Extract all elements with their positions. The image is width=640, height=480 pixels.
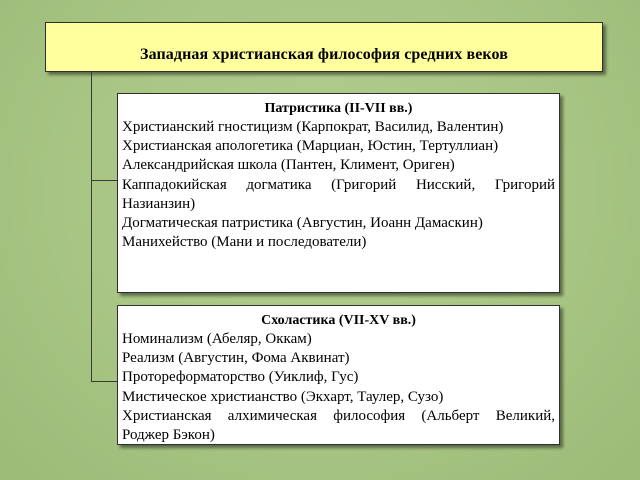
scholasticism-item-proto-reformation: Протореформаторство (Уиклиф, Гус) [122, 369, 359, 386]
diagram-title: Западная христианская философия средних веков [140, 46, 508, 63]
patristics-item-apologetics: Христианская апологетика (Марциан, Юстин, Тертуллиан) [122, 138, 499, 155]
scholasticism-item-realism: Реализм (Августин, Фома Аквинат) [122, 350, 350, 367]
connector-trunk [91, 72, 92, 381]
title-box [45, 22, 603, 72]
patristics-item-cappadocian-dogmatics: Каппадокийская догматика (Григорий Нисский, Григорий Назианзин) [122, 176, 555, 212]
patristics-item-alexandrian-school: Александрийская школа (Пантен, Климент, Ориген) [122, 157, 455, 174]
patristics-item-dogmatic-patristics: Догматическая патристика (Августин, Иоанн Дамаскин) [122, 215, 483, 232]
patristics-item-gnosticism: Христианский гностицизм (Карпократ, Василид, Валентин) [122, 119, 504, 135]
patristics-heading: Патристика (II-VII вв.) [264, 101, 413, 116]
connector-branch-scholasticism [91, 381, 117, 382]
patristics-item-manichaeism: Манихейство (Мани и последователи) [122, 234, 367, 251]
patristics-box [117, 93, 560, 293]
connector-branch-patristics [91, 180, 117, 181]
scholasticism-box [117, 305, 560, 445]
scholasticism-item-nominalism: Номинализм (Абеляр, Оккам) [122, 331, 312, 347]
scholasticism-heading: Схоластика (VII-XV вв.) [261, 313, 416, 328]
scholasticism-item-alchemy: Христианская алхимическая философия (Альберт Великий, Роджер Бэкон) [122, 407, 555, 444]
scholasticism-item-mysticism: Мистическое христианство (Экхарт, Таулер, Сузо) [122, 388, 444, 405]
